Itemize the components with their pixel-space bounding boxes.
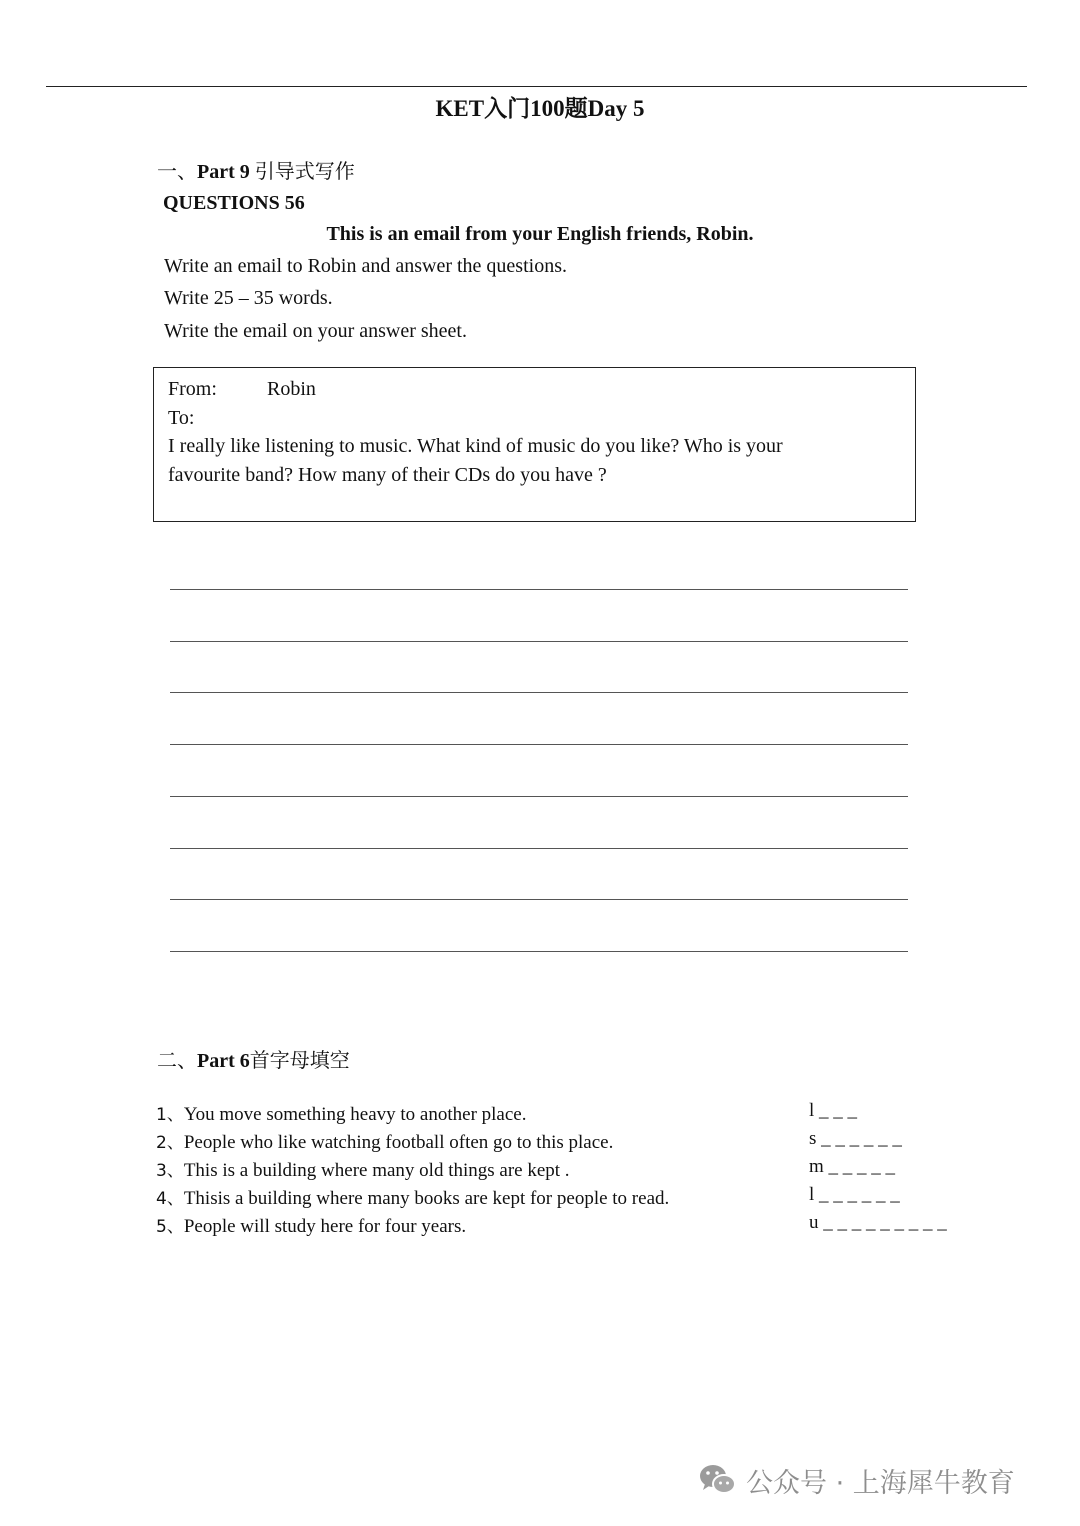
item-text: This is a building where many old things are kept .: [183, 1160, 570, 1181]
document-title: KET入门100题Day 5: [435, 96, 645, 121]
item-number: 5、: [156, 1217, 184, 1237]
answer-line[interactable]: [170, 641, 908, 642]
email-body-line: I really like listening to music. What kind of music do you like? Who is your: [168, 435, 783, 457]
item-hint[interactable]: l _ _ _ _ _ _: [809, 1184, 900, 1205]
answer-line[interactable]: [170, 951, 908, 952]
item-number: 3、: [156, 1161, 184, 1181]
email-intro: This is an email from your English friends, Robin.: [326, 223, 754, 245]
instruction-line: Write an email to Robin and answer the questions.: [164, 255, 567, 277]
email-body-line: favourite band? How many of their CDs do you have ?: [168, 464, 607, 486]
instruction-line: Write the email on your answer sheet.: [164, 320, 467, 342]
item-number: 2、: [156, 1133, 184, 1153]
fill-item: [156, 1212, 466, 1238]
email-from-value: Robin: [267, 378, 316, 400]
item-hint[interactable]: l _ _ _: [809, 1100, 858, 1121]
answer-line[interactable]: [170, 848, 908, 849]
item-text: Thisis a building where many books are kept for people to read.: [183, 1188, 670, 1209]
email-from-label: From:: [168, 378, 217, 400]
item-text: People who like watching football often go to this place.: [183, 1132, 614, 1153]
item-text: People will study here for four years.: [183, 1216, 467, 1237]
answer-line[interactable]: [170, 796, 908, 797]
item-hint[interactable]: m _ _ _ _ _: [809, 1156, 896, 1177]
answer-line[interactable]: [170, 589, 908, 590]
item-number: 1、: [156, 1105, 184, 1125]
item-hint[interactable]: u _ _ _ _ _ _ _ _ _: [809, 1212, 947, 1233]
fill-item: [156, 1156, 570, 1182]
fill-item: [156, 1128, 613, 1154]
section2-part-title: 首字母填空: [249, 1048, 350, 1072]
fill-item: [156, 1100, 526, 1126]
section2-heading: [157, 1044, 350, 1073]
section2-number: 二、: [157, 1048, 197, 1072]
email-to-label: To:: [168, 407, 195, 429]
section1-heading: [157, 155, 355, 184]
question-label: QUESTIONS 56: [163, 192, 305, 214]
item-hint[interactable]: s _ _ _ _ _ _: [809, 1128, 902, 1149]
email-to-row: [168, 407, 194, 430]
watermark-text: 公众号 · 上海犀牛教育: [746, 1467, 1015, 1499]
item-text: You move something heavy to another place.: [183, 1104, 527, 1125]
answer-line[interactable]: [170, 899, 908, 900]
answer-line[interactable]: [170, 692, 908, 693]
wechat-icon: [698, 1462, 738, 1498]
section1-part-label: Part 9: [197, 161, 255, 183]
section1-part-title: 引导式写作: [254, 159, 355, 183]
fill-item: [156, 1184, 669, 1210]
watermark: [698, 1460, 1015, 1500]
instruction-line: Write 25 – 35 words.: [164, 287, 333, 309]
email-from-row: [168, 378, 316, 401]
top-rule: [46, 86, 1027, 87]
section2-part-label: Part 6: [197, 1050, 250, 1072]
email-box: [153, 367, 916, 522]
answer-line[interactable]: [170, 744, 908, 745]
section1-number: 一、: [157, 159, 197, 183]
item-number: 4、: [156, 1189, 184, 1209]
